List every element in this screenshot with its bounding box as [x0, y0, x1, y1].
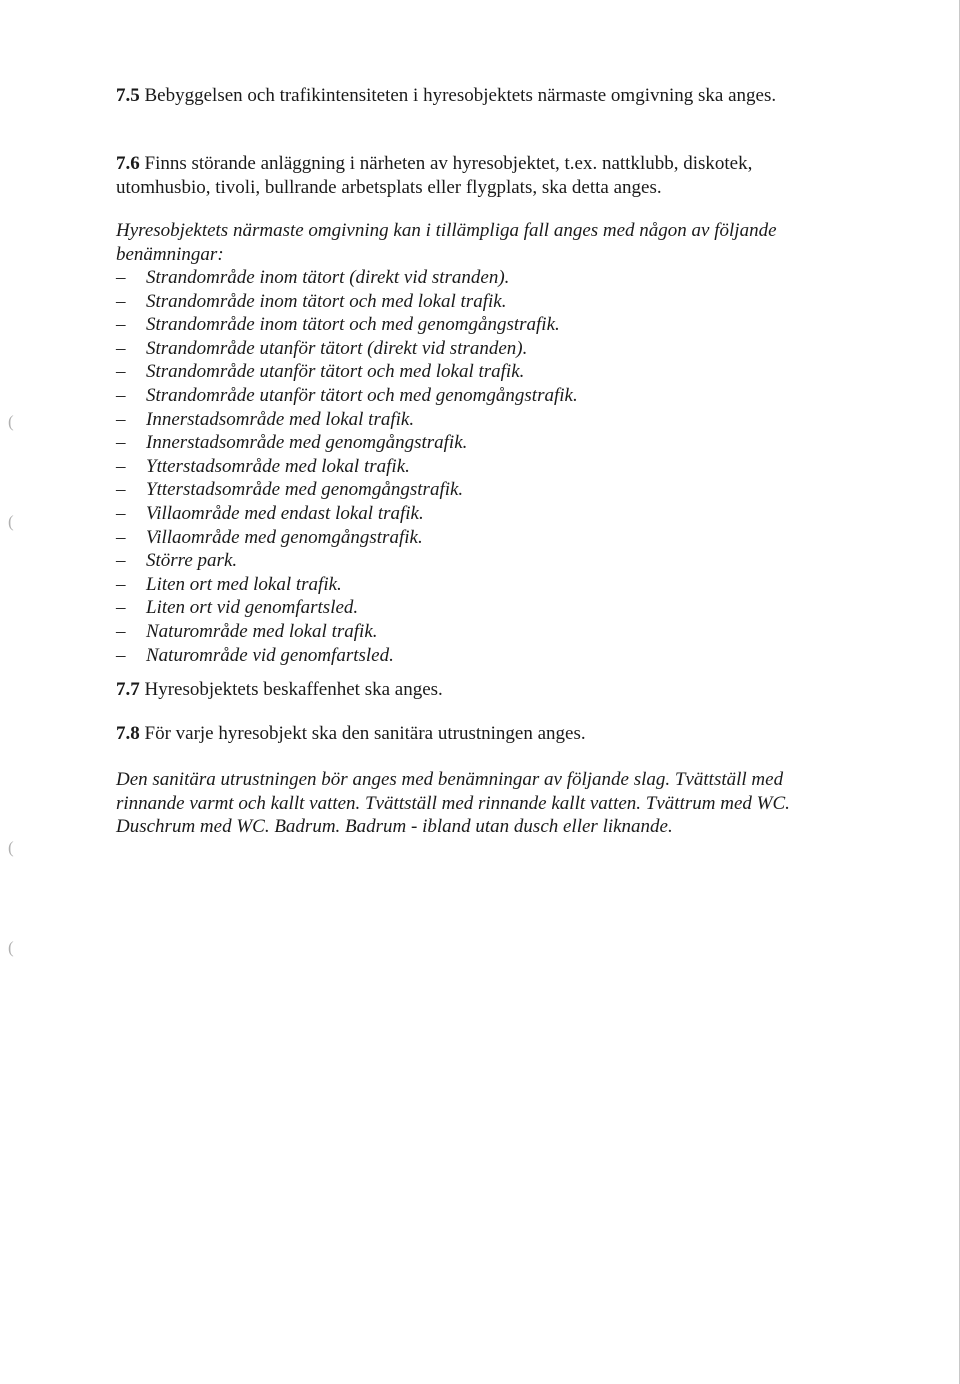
list-item: – Naturområde med lokal trafik. — [116, 620, 378, 642]
dash-bullet: – — [116, 597, 126, 619]
dash-bullet: – — [116, 620, 126, 642]
section-text: För varje hyresobjekt ska den sanitära utrustningen anges. — [139, 723, 586, 744]
dash-bullet: – — [116, 408, 126, 430]
dash-bullet: – — [116, 526, 126, 548]
list-item: – Liten ort vid genomfartsled. — [116, 597, 359, 619]
section-text: Bebyggelsen och trafikintensiteten i hyresobjektets närmaste omgivning ska anges. — [139, 85, 777, 106]
surroundings-intro: Hyresobjektets närmaste omgivning kan i tillämpliga fall anges med någon av följande benämningar: — [116, 220, 777, 265]
section-7-7 — [116, 678, 836, 702]
list-item: – Strandområde utanför tätort och med genomgångstrafik. — [116, 384, 578, 406]
dash-bullet: – — [116, 550, 126, 572]
section-number: 7.7 — [116, 679, 140, 700]
section-7-5 — [116, 84, 836, 108]
section-number: 7.5 — [116, 85, 140, 106]
section-7-6 — [116, 152, 836, 199]
section-text: Finns störande anläggning i närheten av hyresobjektet, t.ex. nattklubb, diskotek, utomhusbio, tivoli, bullrande arbetsplats eller flygplats, ska detta anges. — [116, 153, 753, 198]
list-item: – Ytterstadsområde med genomgångstrafik. — [116, 479, 464, 501]
surroundings-list — [116, 266, 816, 667]
section-text: Hyresobjektets beskaffenhet ska anges. — [139, 679, 443, 700]
punch-hole-mark: ( — [8, 412, 14, 431]
dash-bullet: – — [116, 455, 126, 477]
dash-bullet: – — [116, 432, 126, 454]
list-item: – Ytterstadsområde med lokal trafik. — [116, 455, 410, 477]
dash-bullet: – — [116, 267, 126, 288]
list-item: – Strandområde inom tätort och med genomgångstrafik. — [116, 314, 560, 336]
section-7-8 — [116, 722, 836, 746]
dash-bullet: – — [116, 314, 126, 336]
list-item: – Strandområde utanför tätort (direkt vid stranden). — [116, 337, 528, 359]
dash-bullet: – — [116, 479, 126, 501]
list-item: – Villaområde med endast lokal trafik. — [116, 502, 424, 524]
section-number: 7.6 — [116, 153, 140, 174]
list-item: – Innerstadsområde med genomgångstrafik. — [116, 432, 468, 454]
dash-bullet: – — [116, 337, 126, 359]
dash-bullet: – — [116, 361, 126, 383]
dash-bullet: – — [116, 502, 126, 524]
dash-bullet: – — [116, 290, 126, 312]
punch-hole-mark: ( — [8, 512, 14, 531]
dash-bullet: – — [116, 573, 126, 595]
list-item: – Innerstadsområde med lokal trafik. — [116, 408, 415, 430]
list-item: – Strandområde inom tätort och med lokal trafik. — [116, 290, 507, 312]
list-item: – Strandområde inom tätort (direkt vid stranden). — [116, 267, 510, 288]
sanitary-description: Den sanitära utrustningen bör anges med benämningar av följande slag. Tvättställ med rinnande varmt och kallt vatten. Tvättställ med rinnande kallt vatten. Tvättrum med WC. Duschrum med WC. Badrum. Badrum - ibland utan dusch eller liknande. — [116, 769, 790, 837]
list-item: – Strandområde utanför tätort och med lokal trafik. — [116, 361, 525, 383]
list-item: – Större park. — [116, 550, 238, 572]
section-number: 7.8 — [116, 723, 140, 744]
dash-bullet: – — [116, 644, 126, 666]
list-item: – Liten ort med lokal trafik. — [116, 573, 342, 595]
list-item: – Naturområde vid genomfartsled. — [116, 644, 394, 666]
list-item: – Villaområde med genomgångstrafik. — [116, 526, 423, 548]
punch-hole-mark: ( — [8, 838, 14, 857]
punch-hole-mark: ( — [8, 938, 14, 957]
dash-bullet: – — [116, 384, 126, 406]
